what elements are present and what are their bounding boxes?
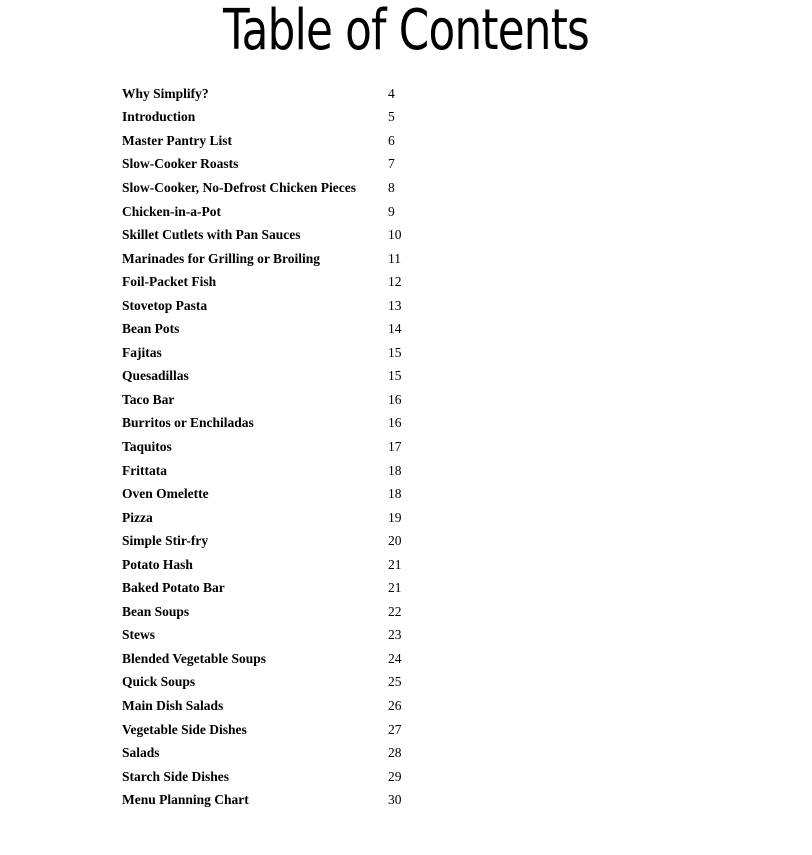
toc-entry-page-number: 15	[388, 368, 402, 384]
toc-entry	[122, 624, 442, 648]
toc-entry	[122, 129, 442, 153]
toc-entry	[122, 317, 442, 341]
toc-entry-title: Baked Potato Bar	[122, 580, 225, 596]
toc-entry-page-number: 11	[388, 250, 401, 266]
toc-entry-title: Skillet Cutlets with Pan Sauces	[122, 227, 301, 243]
toc-entry	[122, 200, 442, 224]
toc-entry-title: Quick Soups	[122, 674, 196, 690]
toc-entry	[122, 788, 442, 812]
toc-entry	[122, 223, 442, 247]
toc-entry-page-number: 29	[388, 768, 402, 784]
toc-entry-title: Taquitos	[122, 438, 172, 454]
toc-entry-page-number: 15	[388, 344, 402, 360]
toc-entry-page-number: 30	[388, 792, 402, 808]
toc-entry-page-number: 7	[388, 156, 395, 172]
toc-entry-page-number: 23	[388, 627, 402, 643]
toc-entry	[122, 106, 442, 130]
page-title: Table of Contents	[222, 0, 590, 63]
toc-entry	[122, 412, 442, 436]
toc-entry	[122, 294, 442, 318]
toc-entry	[122, 176, 442, 200]
toc-entry-page-number: 22	[388, 603, 402, 619]
toc-entry-page-number: 24	[388, 650, 402, 666]
toc-entry-page-number: 6	[388, 132, 395, 148]
toc-entry	[122, 718, 442, 742]
toc-entry	[122, 671, 442, 695]
toc-entry-title: Starch Side Dishes	[122, 768, 230, 784]
toc-entry-page-number: 12	[388, 274, 402, 290]
toc-entry-page-number: 13	[388, 297, 402, 313]
toc-entry	[122, 365, 442, 389]
toc-entry-page-number: 10	[388, 227, 402, 243]
toc-entry	[122, 82, 442, 106]
toc-entry	[122, 600, 442, 624]
toc-entry	[122, 741, 442, 765]
toc-entry-page-number: 5	[388, 109, 395, 125]
toc-entry	[122, 341, 442, 365]
toc-entry-page-number: 17	[388, 438, 402, 454]
toc-entry-title: Slow-Cooker Roasts	[122, 156, 239, 172]
toc-entry-title: Fajitas	[122, 344, 162, 360]
toc-entry	[122, 482, 442, 506]
toc-entry-page-number: 16	[388, 391, 402, 407]
toc-entry-title: Bean Soups	[122, 603, 190, 619]
toc-entry-title: Taco Bar	[122, 391, 175, 407]
toc-entry-page-number: 21	[388, 580, 402, 596]
toc-entry	[122, 553, 442, 577]
toc-entry	[122, 247, 442, 271]
toc-entry-title: Blended Vegetable Soups	[122, 650, 267, 666]
toc-entry-title: Burritos or Enchiladas	[122, 415, 254, 431]
toc-entry-page-number: 19	[388, 509, 402, 525]
toc-entry	[122, 435, 442, 459]
toc-entry-title: Foil-Packet Fish	[122, 274, 217, 290]
toc-entry-title: Quesadillas	[122, 368, 189, 384]
toc-entry-title: Frittata	[122, 462, 167, 478]
toc-entry-page-number: 28	[388, 745, 402, 761]
toc-entry-title: Slow-Cooker, No-Defrost Chicken Pieces	[122, 179, 356, 195]
toc-entry-title: Bean Pots	[122, 321, 180, 337]
toc-entry	[122, 270, 442, 294]
toc-entry-page-number: 14	[388, 321, 402, 337]
toc-entry	[122, 388, 442, 412]
toc-entry-title: Introduction	[122, 109, 196, 125]
toc-entry-page-number: 18	[388, 462, 402, 478]
toc-entry	[122, 765, 442, 789]
toc-entry-page-number: 27	[388, 721, 402, 737]
toc-entry	[122, 576, 442, 600]
toc-entry-title: Stews	[122, 627, 155, 643]
toc-entry	[122, 694, 442, 718]
toc-entry-title: Vegetable Side Dishes	[122, 721, 247, 737]
toc-entry-title: Marinades for Grilling or Broiling	[122, 250, 321, 266]
toc-entry-page-number: 16	[388, 415, 402, 431]
toc-entry	[122, 529, 442, 553]
toc-entry-page-number: 18	[388, 486, 402, 502]
toc-entry-page-number: 25	[388, 674, 402, 690]
toc-entry-title: Stovetop Pasta	[122, 297, 208, 313]
toc-entry-title: Potato Hash	[122, 556, 193, 572]
toc-entry-page-number: 21	[388, 556, 402, 572]
toc-entry-title: Pizza	[122, 509, 153, 525]
toc-entry	[122, 459, 442, 483]
toc-entry-title: Master Pantry List	[122, 132, 232, 148]
toc-entry-title: Why Simplify?	[122, 85, 209, 101]
toc-entry-page-number: 9	[388, 203, 395, 219]
table-of-contents	[122, 82, 442, 812]
toc-entry-title: Simple Stir-fry	[122, 533, 209, 549]
toc-entry	[122, 153, 442, 177]
toc-entry-title: Oven Omelette	[122, 486, 209, 502]
toc-entry-title: Salads	[122, 745, 160, 761]
toc-entry-page-number: 4	[388, 85, 395, 101]
toc-entry-title: Chicken-in-a-Pot	[122, 203, 221, 219]
toc-entry-page-number: 20	[388, 533, 402, 549]
toc-entry	[122, 506, 442, 530]
toc-entry	[122, 647, 442, 671]
toc-entry-title: Menu Planning Chart	[122, 792, 249, 808]
toc-entry-title: Main Dish Salads	[122, 697, 224, 713]
toc-entry-page-number: 8	[388, 179, 395, 195]
toc-entry-page-number: 26	[388, 697, 402, 713]
